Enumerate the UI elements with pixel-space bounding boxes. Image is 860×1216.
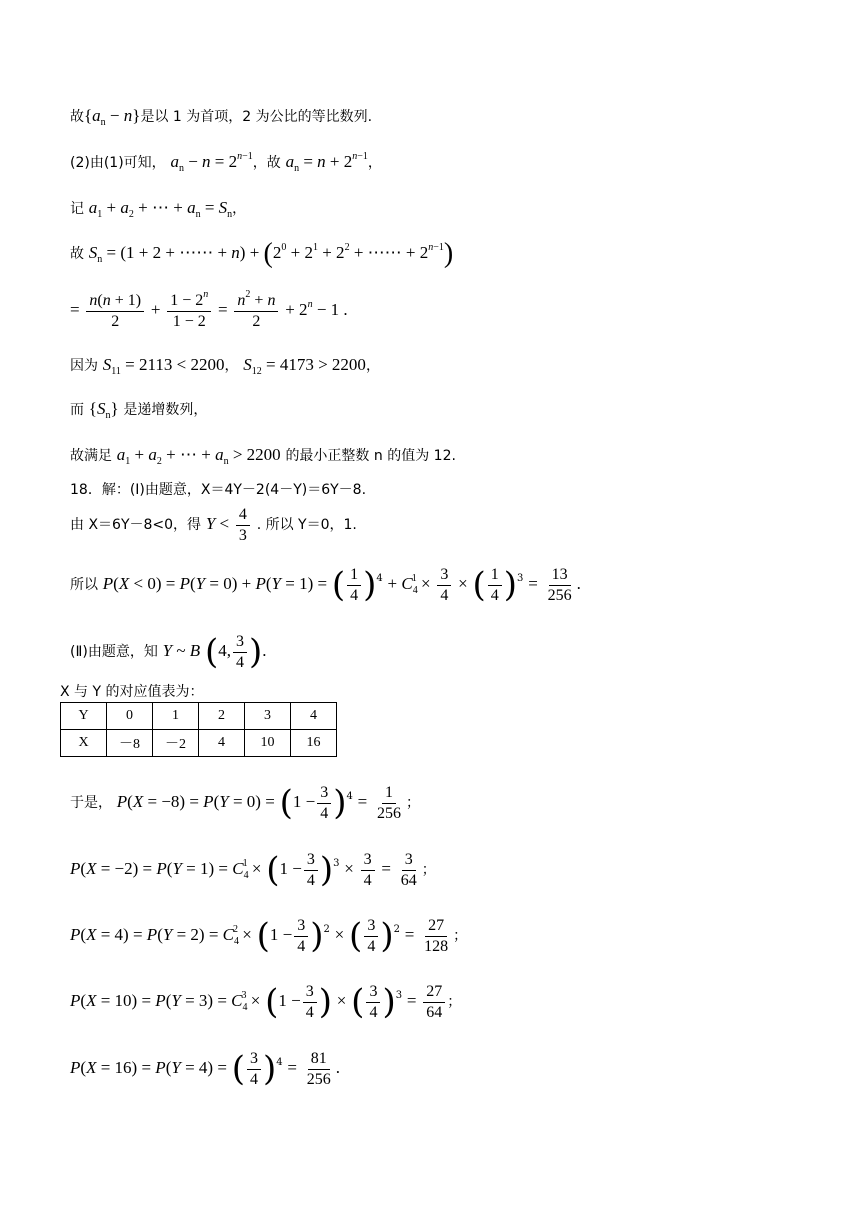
value-table [60,702,337,757]
q18-binomial: (Ⅱ)由题意，知 Y ~ B (4, $\frac{3}{4}$ ). [70,632,267,673]
final-answer-17: 故满足 $a_1 + a_2$ + ⋯ + $a_n > 2200$ 的最小正整数 n 的值为 12. [70,445,456,467]
q18-inequality: 由 X＝6Y－8<0，得 Y < $\frac{4}{3}$ . 所以 Y＝0，1. [70,506,357,544]
q18-probability-negative: 所以 P(X < 0) = P(Y = 0) + P(Y = 1) = ( $\frac{1}{4}$ )$^4 + C_4^1$ × $\frac{3}{4}$ × ( $\frac{1}{4}$ )$^3$ = $\frac{13}{256}$ . [70,565,581,606]
table-cell: 16 [291,730,337,757]
sum-values: 因为 $S_{11} = 2113 < 2200$， $S_{12} = 4173 > 2200$， [70,355,380,377]
table-cell: －8 [107,730,153,757]
sum-definition: 记 $a_1 + a_2$ + ⋯ + $a_n = S_n$， [70,198,247,220]
sum-result: = $\frac{n(n + 1)}{2}$ + $\frac{1 - 2^n}{1 - 2}$ = $\frac{n^2 + n}{2}$ + $2^n - 1$ . [70,289,348,330]
table-row [61,703,337,730]
conclusion-geometric: 故$\{a_n - n\}$是以 1 为首项，2 为公比的等比数列. [70,106,373,128]
table-cell: X [61,730,107,757]
part2-intro: (2)由(1)可知， $a_n - n = 2^{n-1}$，故 $a_n = n + 2^{n-1}$， [70,151,382,174]
prob-x-4: $P(X = 4) = P(Y = 2) = C_4^2 \times (1$ − $\frac{3}{4}$ )$^2$ × ( $\frac{3}{4}$ )$^2$ = $\frac{27}{128}$ ； [70,916,468,957]
increasing-note: 而 $\{S_n\}$ 是递增数列， [70,399,208,421]
table-cell: 10 [245,730,291,757]
prob-x-minus8: 于是， P(X = −8) = P(Y = 0) = (1 − $\frac{3}{4}$ )$^4$ = $\frac{1}{256}$ ； [70,783,420,824]
sum-split: 故 $S_n = (1 + 2$ + ⋯⋯ + $n) + (2^0 + 2^1 + 2^2$ + ⋯⋯ + $2^{n-1}$) [70,238,454,270]
table-cell: 0 [107,703,153,730]
prob-x-10: $P(X = 10) = P(Y = 3) = C_4^3 \times (1$ − $\frac{3}{4}$ ) × ( $\frac{3}{4}$ )$^3$ = $\frac{27}{64}$ ； [70,982,462,1023]
table-cell: 4 [199,730,245,757]
q18-title: 18．解：(Ⅰ)由题意，X＝4Y－2(4－Y)＝6Y－8. [70,482,367,498]
table-cell: 1 [153,703,199,730]
table-row [61,730,337,757]
table-cell: 3 [245,703,291,730]
prob-x-16: P(X = 16) = P(Y = 4) = ( $\frac{3}{4}$ )$^4$ = $\frac{81}{256}$ . [70,1049,341,1090]
table-cell: Y [61,703,107,730]
table-cell: －2 [153,730,199,757]
table-caption: X 与 Y 的对应值表为： [60,684,204,700]
prob-x-minus2: $P(X = -2) = P(Y = 1) = C_4^1 \times (1$ − $\frac{3}{4}$ )$^3$ × $\frac{3}{4}$ = $\frac{3}{64}$ ； [70,850,436,891]
table-cell: 4 [291,703,337,730]
table-cell: 2 [199,703,245,730]
